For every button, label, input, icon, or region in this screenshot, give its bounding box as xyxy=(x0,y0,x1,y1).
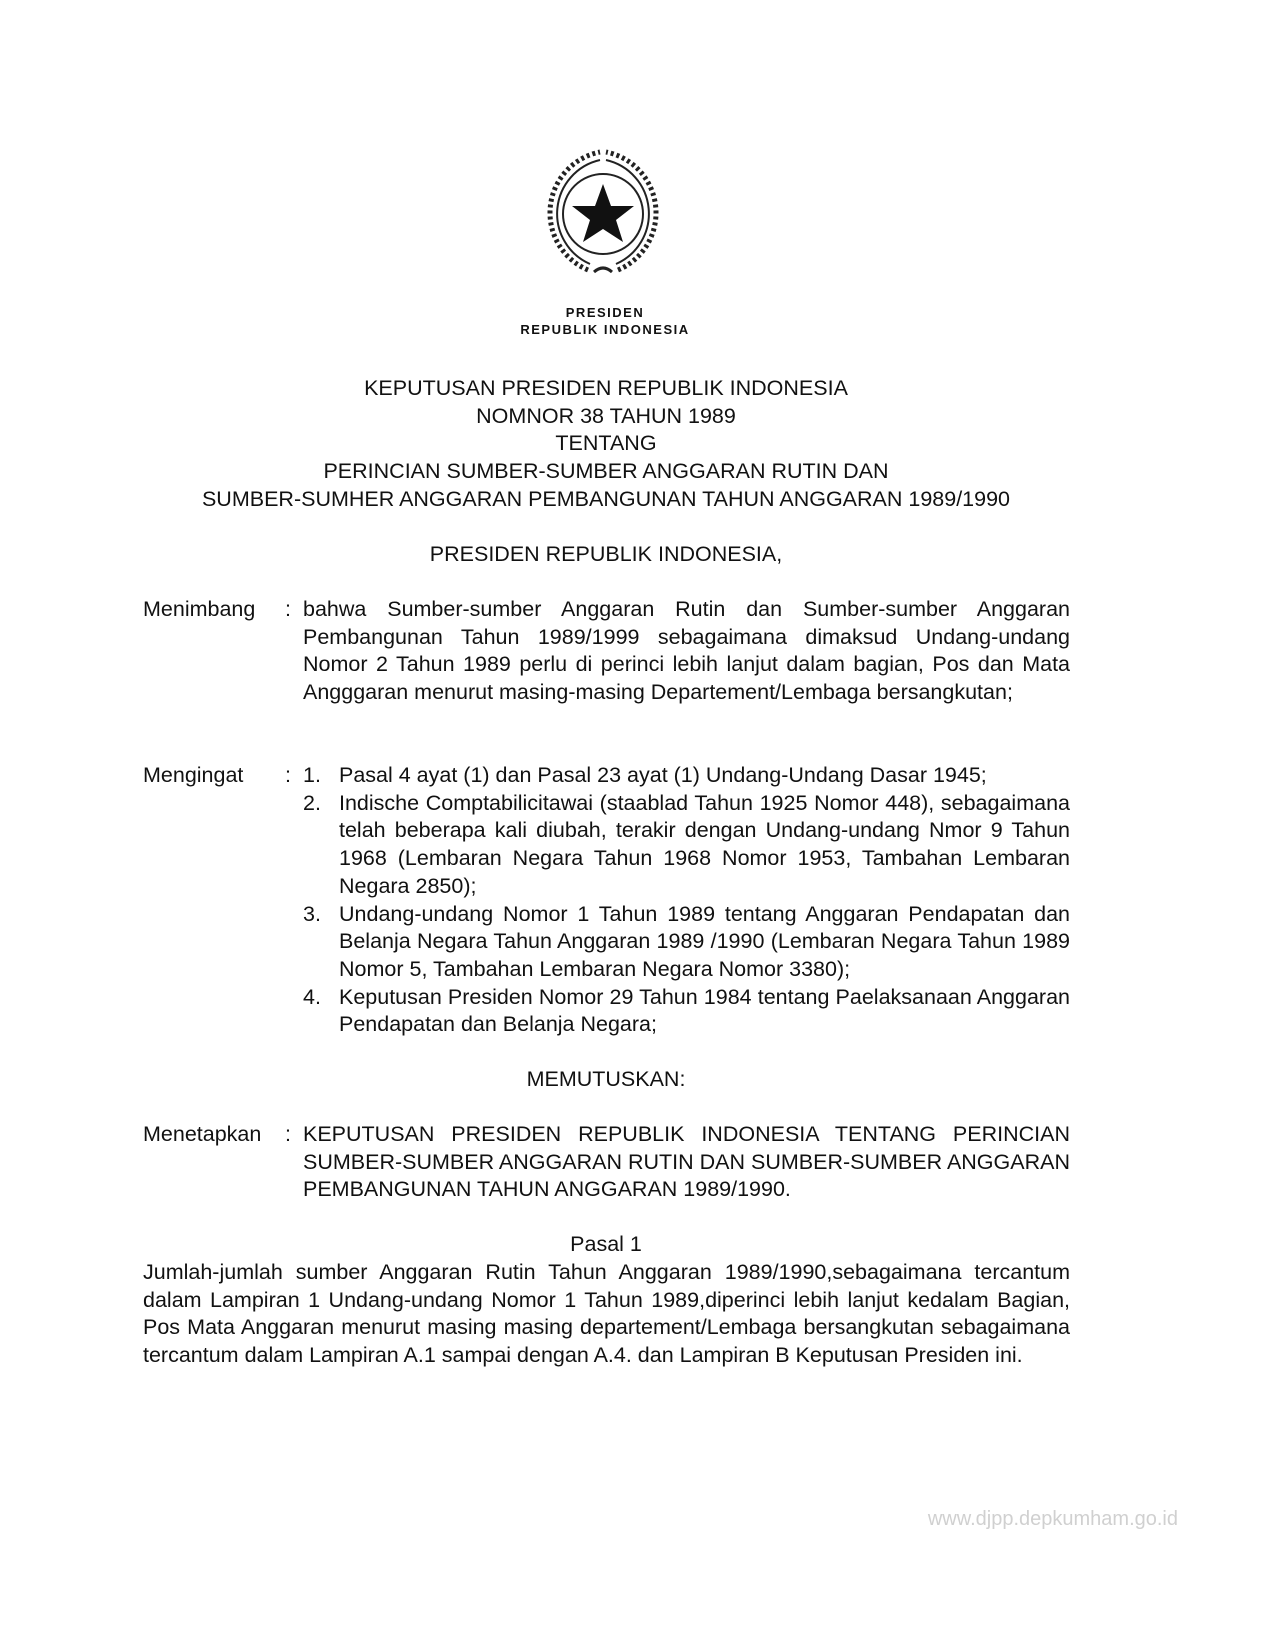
mengingat-colon: : xyxy=(285,763,291,787)
list-item xyxy=(303,762,1070,790)
list-item xyxy=(303,790,1070,901)
menetapkan-text xyxy=(303,1121,1070,1204)
list-item xyxy=(303,984,1070,1039)
pasal-1-paragraph: Jumlah-jumlah sumber Anggaran Rutin Tahun Anggaran 1989/1990,sebagaimana tercantum dalam Lampiran 1 Undang-undang Nomor 1 Tahun 1989,diperinci lebih lanjut kedalam Bagian, Pos Mata Anggaran menurut masing masing departement/Lembaga bersangkutan sebagaimana tercantum dalam Lampiran A.1 sampai dengan A.4. dan Lampiran B Keputusan Presiden ini. xyxy=(143,1260,1070,1368)
menimbang-label: Menimbang xyxy=(143,597,256,621)
menimbang-paragraph: bahwa Sumber-sumber Anggaran Rutin dan Sumber-sumber Anggaran Pembangunan Tahun 1989/1999 sebagaimana dimaksud Undang-undang Nomor 2 Tahun 1989 perlu di perinci lebih lanjut dalam bagian, Pos dan Mata Angggaran menurut masing-masing Departement/Lembaga bersangkutan; xyxy=(303,597,1070,705)
mengingat-list xyxy=(303,762,1070,1039)
item-number: 4. xyxy=(303,984,321,1009)
garuda-star-emblem-icon xyxy=(528,142,678,282)
item-text: Indische Comptabilicitawai (staablad Tahun 1925 Nomor 448), sebagaimana telah beberapa kali diubah, terakir dengan Undang-undang Nmor 9 Tahun 1968 (Lembaran Negara Tahun 1968 Nomor 1953, Tambahan Lembaran Negara 2850); xyxy=(339,790,1070,898)
seal-line-1: PRESIDEN xyxy=(565,305,645,320)
title-line: SUMBER-SUMHER ANGGARAN PEMBANGUNAN TAHUN ANGGARAN 1989/1990 xyxy=(201,486,1011,511)
president-heading: PRESIDEN REPUBLIK INDONESIA, xyxy=(429,542,783,566)
menetapkan-label: Menetapkan xyxy=(143,1122,262,1146)
pasal-1-heading: Pasal 1 xyxy=(570,1232,642,1256)
watermark: www.djpp.depkumham.go.id xyxy=(927,1508,1178,1530)
seal-line-2: REPUBLIK INDONESIA xyxy=(520,322,690,337)
item-number: 1. xyxy=(303,763,321,787)
menimbang-text xyxy=(303,596,1070,707)
pasal-1-text xyxy=(143,1259,1070,1370)
title-line: PERINCIAN SUMBER-SUMBER ANGGARAN RUTIN DAN xyxy=(323,459,889,484)
menetapkan-colon: : xyxy=(285,1122,291,1146)
item-text: Pasal 4 ayat (1) dan Pasal 23 ayat (1) Undang-Undang Dasar 1945; xyxy=(339,763,987,787)
item-number: 2. xyxy=(303,790,321,815)
seal-caption xyxy=(440,304,770,338)
document-title xyxy=(0,375,1212,514)
item-number: 3. xyxy=(303,901,321,926)
title-line: KEPUTUSAN PRESIDEN REPUBLIK INDONESIA xyxy=(364,376,848,400)
title-line: NOMNOR 38 TAHUN 1989 xyxy=(476,403,736,428)
title-line: TENTANG xyxy=(555,431,657,456)
mengingat-label: Mengingat xyxy=(143,763,244,787)
list-item xyxy=(303,901,1070,984)
memutuskan-heading: MEMUTUSKAN: xyxy=(526,1067,686,1091)
item-text: Undang-undang Nomor 1 Tahun 1989 tentang Anggaran Pendapatan dan Belanja Negara Tahun Anggaran 1989 /1990 (Lembaran Negara Tahun 1989 Nomor 5, Tambahan Lembaran Negara Nomor 3380); xyxy=(339,901,1070,981)
menetapkan-paragraph: KEPUTUSAN PRESIDEN REPUBLIK INDONESIA TENTANG PERINCIAN SUMBER-SUMBER ANGGARAN RUTIN DAN SUMBER-SUMBER ANGGARAN PEMBANGUNAN TAHUN ANGGARAN 1989/1990. xyxy=(303,1122,1070,1202)
item-text: Keputusan Presiden Nomor 29 Tahun 1984 tentang Paelaksanaan Anggaran Pendapatan dan Belanja Negara; xyxy=(339,984,1070,1037)
menimbang-colon: : xyxy=(285,597,291,621)
